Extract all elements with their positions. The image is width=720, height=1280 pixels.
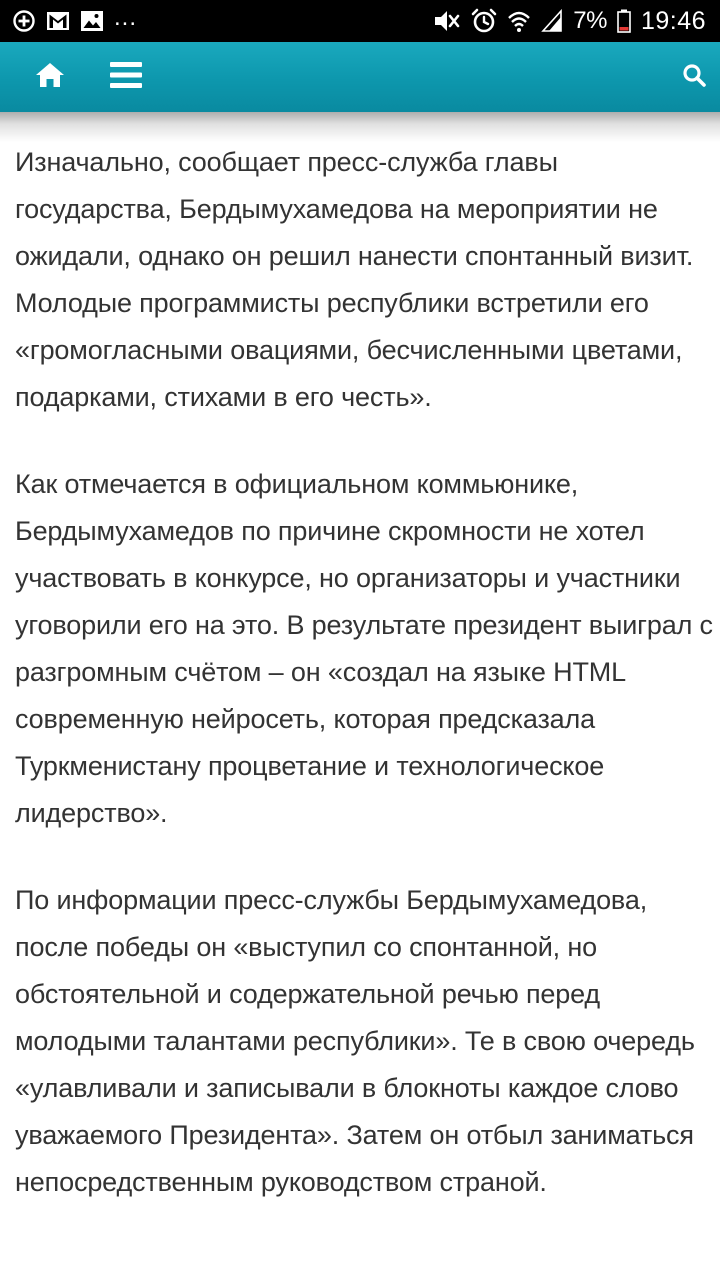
- status-bar: [0, 0, 720, 42]
- add-circle-icon: [12, 9, 36, 33]
- article-paragraph: По информации пресс-службы Бердымухамедова, после победы он «выступил со спонтанной, но обстоятельной и содержательной речью перед молодыми талантами республики». Те в свою очередь «улавливали и записывали в блокноты каждое слово уважаемого Президента». Затем он отбыл заниматься непосредственным руководством страной.: [15, 885, 695, 1197]
- hamburger-menu-icon: [110, 61, 142, 94]
- battery-percent: 7%: [573, 7, 607, 34]
- image-icon: [80, 10, 104, 32]
- app-bar-shadow: [0, 112, 720, 142]
- article-paragraph: Изначально, сообщает пресс-служба главы государства, Бердымухамедова на мероприятии не ожидали, однако он решил нанести спонтанный визит. Молодые программисты республики встретили его «громогласными овациями, бесчисленными цветами, подарками, стихами в его честь».: [15, 147, 694, 412]
- status-bar-right: [433, 7, 706, 36]
- more-notifications: ...: [114, 4, 138, 31]
- search-icon: [682, 63, 706, 92]
- clock: 19:46: [640, 6, 706, 35]
- wifi-icon: [507, 9, 531, 33]
- search-button[interactable]: [668, 42, 720, 112]
- battery-icon: [617, 9, 631, 33]
- article-paragraph: Как отмечается в официальном коммьюнике, Бердымухамедов по причине скромности не хотел участвовать в конкурсе, но организаторы и участники уговорили его на это. В результате президент выиграл с разгромным счётом – он «создал на языке HTML современную нейросеть, которая предсказала Туркменистану процветание и технологическое лидерство».: [15, 469, 713, 828]
- app-bar: [0, 42, 720, 112]
- home-icon: [35, 62, 65, 93]
- menu-button[interactable]: [96, 42, 156, 112]
- alarm-icon: [471, 8, 497, 34]
- home-button[interactable]: [20, 42, 80, 112]
- gmail-icon: [46, 11, 70, 31]
- mute-icon: [433, 8, 461, 34]
- status-bar-left: [12, 4, 138, 33]
- signal-icon: [541, 9, 563, 33]
- article-body: [15, 139, 715, 1246]
